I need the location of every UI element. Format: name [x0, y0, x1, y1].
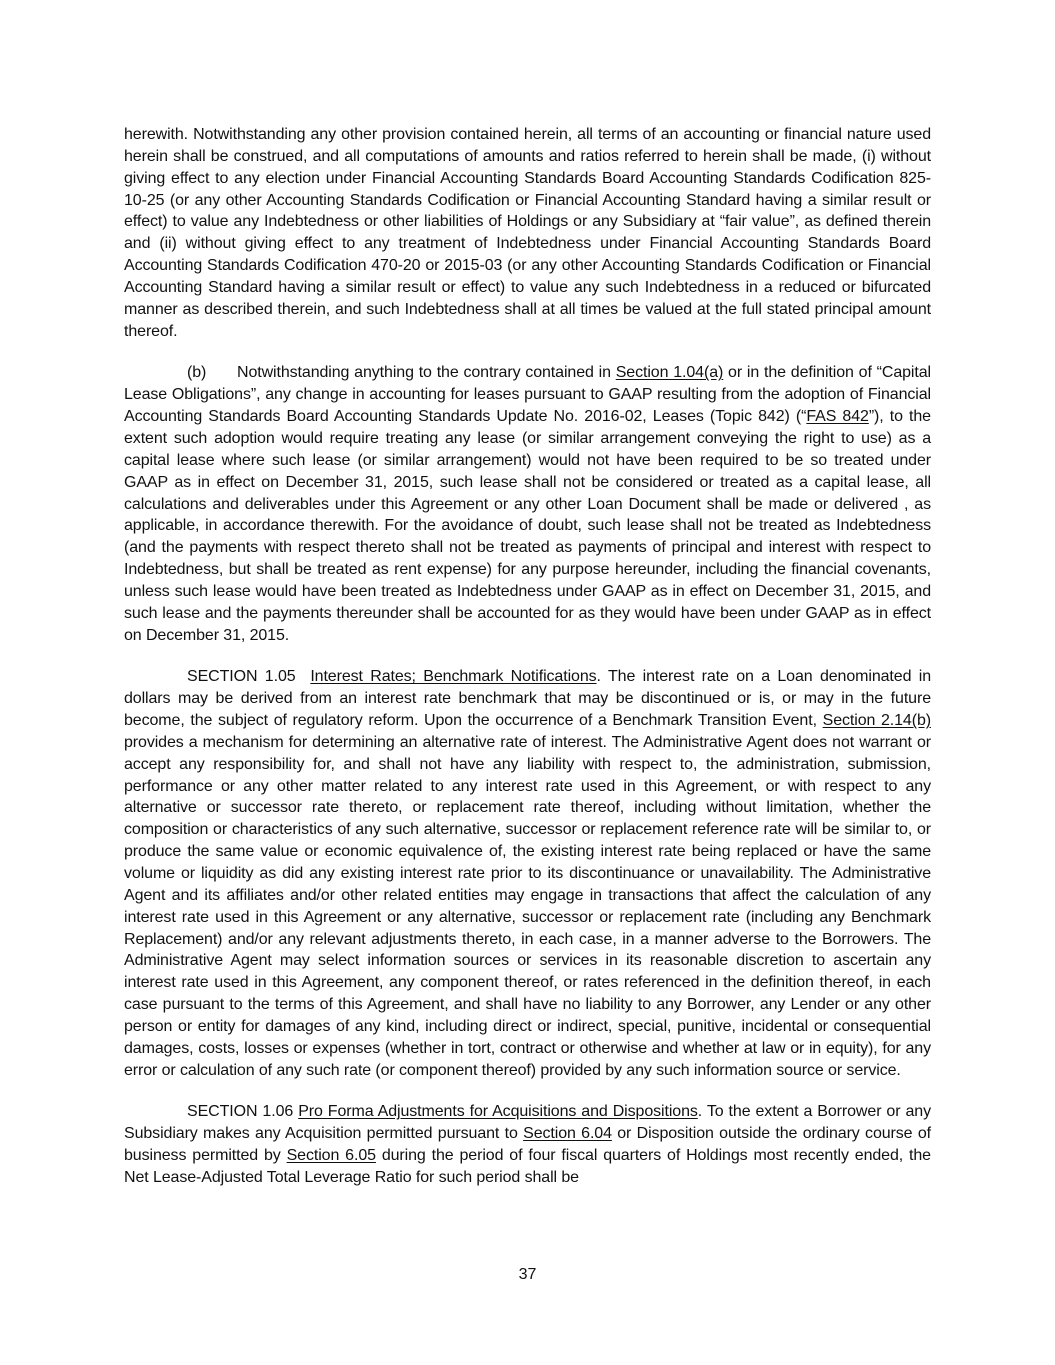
section-1-06-number: SECTION 1.06: [187, 1103, 294, 1121]
section-1-06: [124, 1101, 931, 1188]
section-1-06-text-3: during the period of four fiscal quarters of Holdings most recently ended, the Net Lease-Adjusted Total Leverage Ratio for such period shall be: [124, 1147, 931, 1186]
paragraph-b-text-1: Notwithstanding anything to the contrary contained in: [237, 364, 616, 382]
section-1-05-number: SECTION 1.05: [187, 668, 296, 686]
paragraph-b-text-2: or in the definition of “Capital Lease Obligations”, any change in accounting for leases pursuant to GAAP resulting from the adoption of Financial Accounting Standards Board Accounting Standards Update No. 2016-02, Leases (Topic 842) (“: [124, 364, 931, 426]
section-6-04-reference: Section 6.04: [523, 1125, 612, 1143]
section-1-05: [124, 666, 931, 1081]
section-1-05-text-2: provides a mechanism for determining an alternative rate of interest. The Administrative Agent does not warrant or accept any responsibility for, and shall not have any liability with respect to, the administration, submission, performance or any other matter related to any interest rate used in this Agreement, or with respect to any alternative or successor rate thereto, or replacement rate thereof, including without limitation, whether the composition or characteristics of any such alternative, successor or replacement reference rate will be similar to, or produce the same value or economic equivalence of, the existing interest rate being replaced or have the same volume or liquidity as did any existing interest rate prior to its discontinuance or unavailability. The Administrative Agent and its affiliates and/or other related entities may engage in transactions that affect the calculation of any interest rate used in this Agreement or any alternative, successor or replacement rate (including any Benchmark Replacement) and/or any relevant adjustments thereto, in each case, in a manner adverse to the Borrowers. The Administrative Agent may select information sources or services in its reasonable discretion to ascertain any interest rate used in this Agreement, any component thereof, or rates referenced in the definition thereof, in each case pursuant to the terms of this Agreement, and shall have no liability to any Borrower, any Lender or any other person or entity for damages of any kind, including direct or indirect, special, punitive, incidental or consequential damages, costs, losses or expenses (whether in tort, contract or otherwise and whether at law or in equity), for any error or calculation of any such rate (or component thereof) provided by any such information source or service.: [124, 733, 931, 1079]
section-1-06-heading: Pro Forma Adjustments for Acquisitions and Dispositions: [298, 1103, 698, 1121]
paragraph-b: [124, 362, 931, 646]
paragraph-continuation: herewith. Notwithstanding any other provision contained herein, all terms of an accounting or financial nature used herein shall be construed, and all computations of amounts and ratios referred to herein shall be made, (i) without giving effect to any election under Financial Accounting Standards Board Accounting Standards Codification 825-10-25 (or any other Accounting Standards Codification or Financial Accounting Standard having a similar result or effect) to value any Indebtedness or other liabilities of Holdings or any Subsidiary at “fair value”, as defined therein and (ii) without giving effect to any treatment of Indebtedness under Financial Accounting Standards Board Accounting Standards Codification 470-20 or 2015-03 (or any other Accounting Standards Codification or Financial Accounting Standard having a similar result or effect) to value any such Indebtedness in a reduced or bifurcated manner as described therein, and such Indebtedness shall at all times be valued at the full stated principal amount thereof.: [124, 126, 931, 340]
section-1-04a-reference: Section 1.04(a): [615, 364, 724, 382]
paragraph-b-text-3: ”), to the extent such adoption would require treating any lease (or similar arrangement conveying the right to use) as a capital lease where such lease (or similar arrangement) would not have been required to be so treated under GAAP as in effect on December 31, 2015, such lease shall not be considered or treated as a capital lease, all calculations and deliverables under this Agreement or any other Loan Document shall be made or delivered , as applicable, in accordance therewith. For the avoidance of doubt, such lease shall not be treated as Indebtedness (and the payments with respect thereto shall not be treated as payments of principal and interest with respect to Indebtedness, but shall be treated as rent expense) for any purpose hereunder, including the financial covenants, unless such lease would have been treated as Indebtedness under GAAP as in effect on December 31, 2015, and such lease and the payments thereunder shall be accounted for as they would have been under GAAP as in effect on December 31, 2015.: [124, 408, 931, 644]
paragraph-b-label: (b): [187, 364, 207, 382]
section-1-05-text-1: . The interest rate on a Loan denominated in dollars may be derived from an interest rate benchmark that may be discontinued or is, or may in the future become, the subject of regulatory reform. Upon the occurrence of a Benchmark Transition Event,: [124, 668, 931, 730]
section-1-06-text-1: . To the extent a Borrower or any Subsidiary makes any Acquisition permitted pursuant to: [124, 1103, 931, 1143]
page-number: 37: [518, 1266, 537, 1283]
section-1-05-heading: Interest Rates; Benchmark Notifications: [310, 668, 597, 686]
fas-842-defined-term: FAS 842: [806, 408, 869, 426]
section-1-06-text-2: or Disposition outside the ordinary course of business permitted by: [124, 1125, 931, 1165]
document-body: [124, 124, 931, 1189]
section-6-05-reference: Section 6.05: [286, 1147, 376, 1165]
section-2-14b-reference: Section 2.14(b): [822, 712, 931, 730]
